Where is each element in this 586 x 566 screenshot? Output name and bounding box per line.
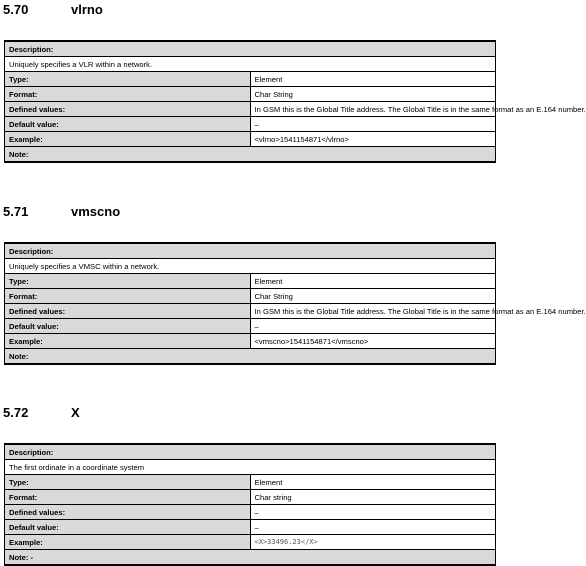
defined-values-value: – [250,505,496,520]
default-value-value: – [250,117,496,132]
section-title: vlrno [71,2,103,17]
section-heading [3,405,80,420]
default-value-value: – [250,520,496,535]
type-label: Type: [5,72,251,87]
default-value-label: Default value: [5,319,251,334]
format-label: Format: [5,490,251,505]
type-label: Type: [5,475,251,490]
description-label: Description: [5,41,496,57]
format-value: Char string [250,490,496,505]
format-label: Format: [5,289,251,304]
defined-values-value: In GSM this is the Global Title address. The Global Title is in the same format as an E.164 number. [250,304,496,319]
section-number: 5.71 [3,204,29,219]
note-label: Note: [5,147,496,163]
description-text: Uniquely specifies a VMSC within a network. [5,259,496,274]
example-value: <X>33496.23</X> [250,535,496,550]
spec-table [4,40,586,163]
note-label: Note: [5,349,496,365]
defined-values-label: Defined values: [5,304,251,319]
example-label: Example: [5,334,251,349]
section-heading [3,2,103,17]
default-value-label: Default value: [5,520,251,535]
example-value: <vmscno>1541154871</vmscno> [250,334,496,349]
format-value: Char String [250,87,496,102]
type-value: Element [250,274,496,289]
default-value-value: – [250,319,496,334]
defined-values-value: In GSM this is the Global Title address. The Global Title is in the same format as an E.164 number. [250,102,496,117]
section-heading [3,204,120,219]
defined-values-label: Defined values: [5,102,251,117]
example-value: <vlrno>1541154871</vlrno> [250,132,496,147]
format-label: Format: [5,87,251,102]
example-label: Example: [5,132,251,147]
format-value: Char String [250,289,496,304]
type-value: Element [250,475,496,490]
spec-table [4,443,496,566]
section-number: 5.72 [3,405,29,420]
description-label: Description: [5,444,496,460]
description-text: The first ordinate in a coordinate system [5,460,496,475]
type-label: Type: [5,274,251,289]
description-label: Description: [5,243,496,259]
default-value-label: Default value: [5,117,251,132]
example-label: Example: [5,535,251,550]
section-title: X [71,405,80,420]
note-label: Note: - [5,550,496,566]
type-value: Element [250,72,496,87]
defined-values-label: Defined values: [5,505,251,520]
section-number: 5.70 [3,2,29,17]
section-title: vmscno [71,204,121,219]
description-text: Uniquely specifies a VLR within a network. [5,57,496,72]
spec-table [4,242,586,365]
